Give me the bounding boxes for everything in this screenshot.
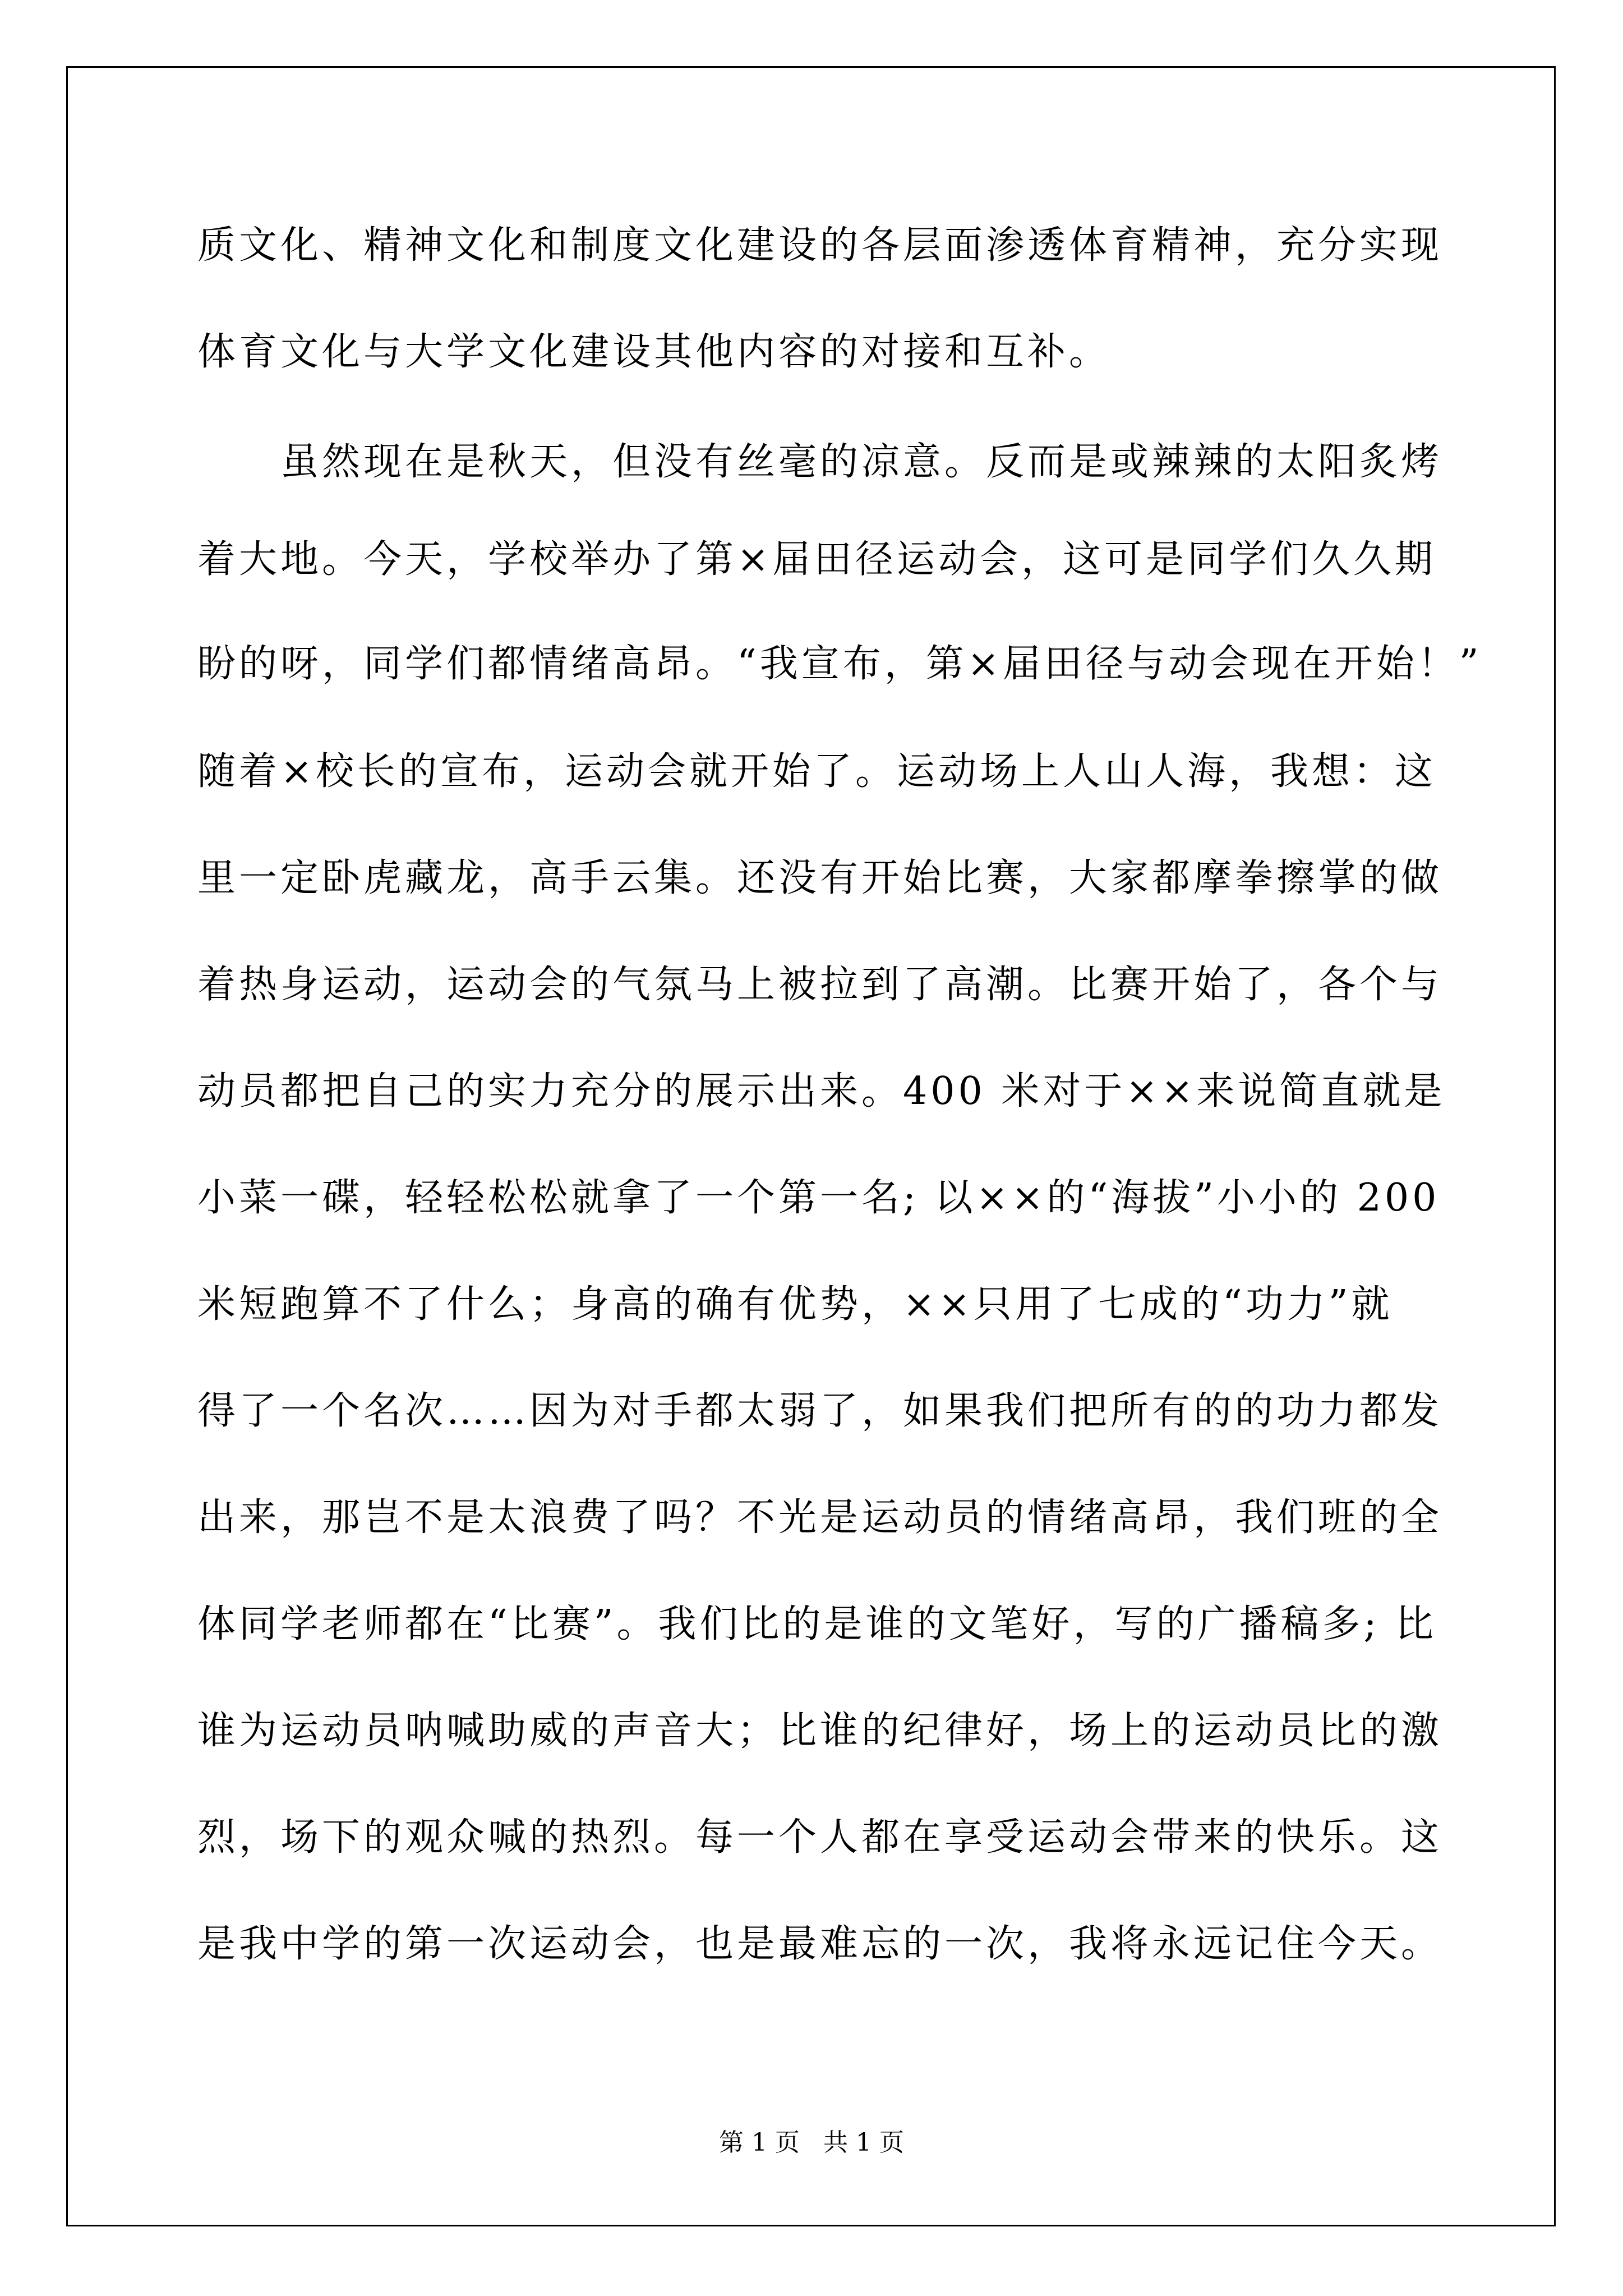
text-line: 烈，场下的观众喊的热烈。每一个人都在享受运动会带来的快乐。这: [197, 1815, 1443, 1860]
text-line: 动员都把自己的实力充分的展示出来。400 米对于××来说简直就是: [197, 1069, 1446, 1114]
text-line: 体育文化与大学文化建设其他内容的对接和互补。: [197, 330, 1111, 374]
text-line: 小菜一碟，轻轻松松就拿了一个第一名; 以××的“海拔”小小的 200: [197, 1176, 1440, 1220]
text-line: 着大地。今天，学校举办了第×届田径运动会，这可是同学们久久期: [197, 537, 1436, 582]
text-line: 是我中学的第一次运动会，也是最难忘的一次，我将永远记住今天。: [197, 1922, 1443, 1966]
text-line: 米短跑算不了什么；身高的确有优势，××只用了七成的“功力”就: [197, 1282, 1393, 1327]
text-line: 着热身运动，运动会的气氛马上被拉到了高潮。比赛开始了，各个与: [197, 963, 1443, 1007]
text-line: 质文化、精神文化和制度文化建设的各层面渗透体育精神，充分实现: [197, 223, 1443, 268]
text-line: 随着×校长的宣布，运动会就开始了。运动场上人山人海，我想：这: [197, 749, 1436, 794]
text-line: 体同学老师都在“比赛”。我们比的是谁的文笔好，写的广播稿多; 比: [197, 1602, 1437, 1646]
page-border: [66, 66, 1556, 2226]
text-line: 出来，那岂不是太浪费了吗？不光是运动员的情绪高昂，我们班的全: [197, 1496, 1443, 1540]
page-total: 共 1 页: [823, 2128, 904, 2157]
page-footer: [0, 2126, 1623, 2160]
text-line: 得了一个名次……因为对手都太弱了，如果我们把所有的的功力都发: [197, 1389, 1443, 1433]
paragraph-first-line: 虽然现在是秋天，但没有丝毫的凉意。反而是或辣辣的太阳炙烤: [280, 440, 1443, 484]
page-number: 第 1 页: [719, 2128, 800, 2157]
text-line: 里一定卧虎藏龙，高手云集。还没有开始比赛，大家都摩拳擦掌的做: [197, 856, 1443, 900]
text-line: 盼的呀，同学们都情绪高昂。“我宣布，第×届田径与动会现在开始！”: [197, 642, 1482, 686]
text-line: 谁为运动员呐喊助威的声音大；比谁的纪律好，场上的运动员比的激: [197, 1709, 1443, 1753]
